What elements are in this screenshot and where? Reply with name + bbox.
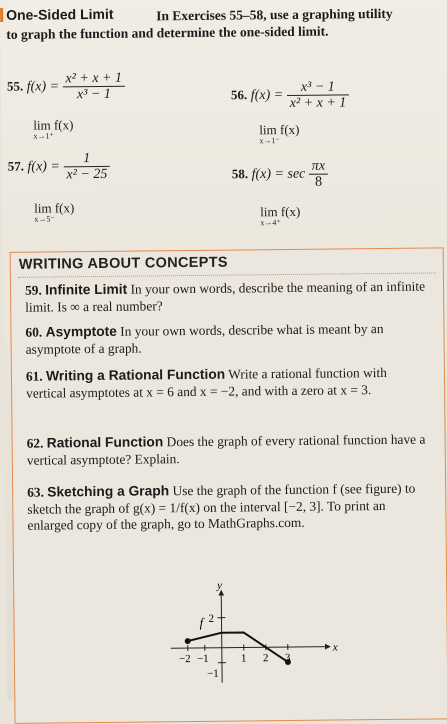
item-heading: Infinite Limit (45, 282, 127, 298)
limit-subscript: x→4⁺ (260, 218, 300, 227)
numerator: x² + x + 1 (62, 71, 125, 88)
fraction (309, 159, 329, 190)
exercise-number: 58. (232, 166, 248, 181)
fraction (286, 79, 349, 111)
item-number: 59. (25, 283, 42, 298)
function-lhs: f(x) = sec (252, 167, 306, 183)
curve-label: f (199, 615, 205, 630)
endpoint-dot (185, 638, 191, 644)
item-number: 61. (26, 369, 43, 384)
item-number: 60. (25, 325, 42, 340)
exercise-55 (7, 71, 125, 103)
limit-expression: lim f(x) (260, 204, 300, 219)
numerator: x³ − 1 (286, 79, 349, 96)
fraction (62, 71, 125, 103)
concept-item-61 (26, 365, 430, 402)
y-tick-label: −1 (207, 668, 219, 680)
x-axis-label: x (332, 641, 338, 653)
concept-item-60 (25, 321, 429, 358)
item-heading: Rational Function (47, 434, 164, 450)
item-text: Use the graph of the function f (see figure) to sketch the graph of g(x) = 1/f(x) on the interval [−2, 3]. To print an enlarged copy of the graph, go to MathGraphs.com. (27, 481, 415, 533)
limit-57 (34, 200, 74, 223)
function-graph-figure (164, 577, 345, 694)
exercise-58 (232, 159, 329, 191)
item-text: In your own words, describe what is meant by an asymptote of a graph. (26, 321, 384, 356)
item-text: Write a rational function with vertical asymptotes at x = 6 and x = −2, and with a zero at x = 3. (26, 365, 387, 400)
instruction-line-1: In Exercises 55–58, use a graphing utility (156, 6, 393, 24)
exercise-number: 56. (231, 87, 247, 102)
x-tick-label: 2 (263, 652, 269, 664)
item-number: 63. (27, 485, 44, 500)
limit-expression: lim f(x) (259, 122, 299, 137)
limit-expression: lim f(x) (33, 117, 73, 132)
instruction-line-2: to graph the function and determine the one-sided limit. (6, 24, 328, 43)
box-title: WRITING ABOUT CONCEPTS (19, 255, 228, 273)
function-lhs: f(x) = (251, 88, 284, 103)
item-number: 62. (27, 436, 44, 451)
item-heading: Sketching a Graph (47, 483, 169, 499)
denominator: 8 (309, 175, 328, 190)
item-heading: Asymptote (46, 324, 117, 340)
numerator: πx (309, 159, 328, 175)
x-axis (171, 647, 330, 649)
numerator: 1 (63, 151, 110, 167)
fraction (63, 151, 110, 182)
y-axis-label: y (216, 580, 222, 592)
writing-about-concepts-box (10, 247, 447, 724)
item-text: Does the graph of every rational function have a vertical asymptote? Explain. (27, 432, 426, 468)
limit-expression: lim f(x) (34, 200, 74, 215)
x-tick-label: 3 (285, 652, 291, 664)
exercise-number: 57. (8, 158, 24, 173)
section-marker (0, 8, 3, 22)
limit-subscript: x→1⁻ (259, 136, 299, 145)
item-heading: Writing a Rational Function (46, 367, 225, 384)
denominator: x³ − 1 (63, 87, 126, 103)
x-tick-label: −1 (197, 653, 209, 665)
x-tick-label: −2 (179, 653, 191, 665)
concept-item-62 (27, 432, 431, 469)
limit-56 (259, 122, 299, 145)
concept-item-63 (27, 481, 431, 535)
x-tick-label: 1 (241, 652, 247, 664)
denominator: x² + x + 1 (287, 95, 350, 111)
y-axis (221, 591, 222, 683)
limit-55 (33, 117, 73, 140)
limit-subscript: x→5⁻ (34, 214, 74, 223)
limit-subscript: x→1⁺ (33, 131, 73, 140)
section-title: One-Sided Limit (6, 6, 114, 23)
denominator: x² − 25 (63, 167, 110, 182)
exercise-57 (8, 151, 111, 183)
item-text: In your own words, describe the meaning of an infinite limit. Is ∞ a real number? (25, 279, 425, 315)
limit-58 (260, 204, 300, 227)
exercise-56 (231, 79, 349, 111)
concept-item-59 (25, 279, 429, 316)
divider (18, 272, 436, 277)
exercise-number: 55. (7, 78, 23, 93)
y-tick-label: 2 (208, 613, 214, 625)
function-lhs: f(x) = (27, 159, 60, 174)
function-lhs: f(x) = (27, 79, 60, 94)
